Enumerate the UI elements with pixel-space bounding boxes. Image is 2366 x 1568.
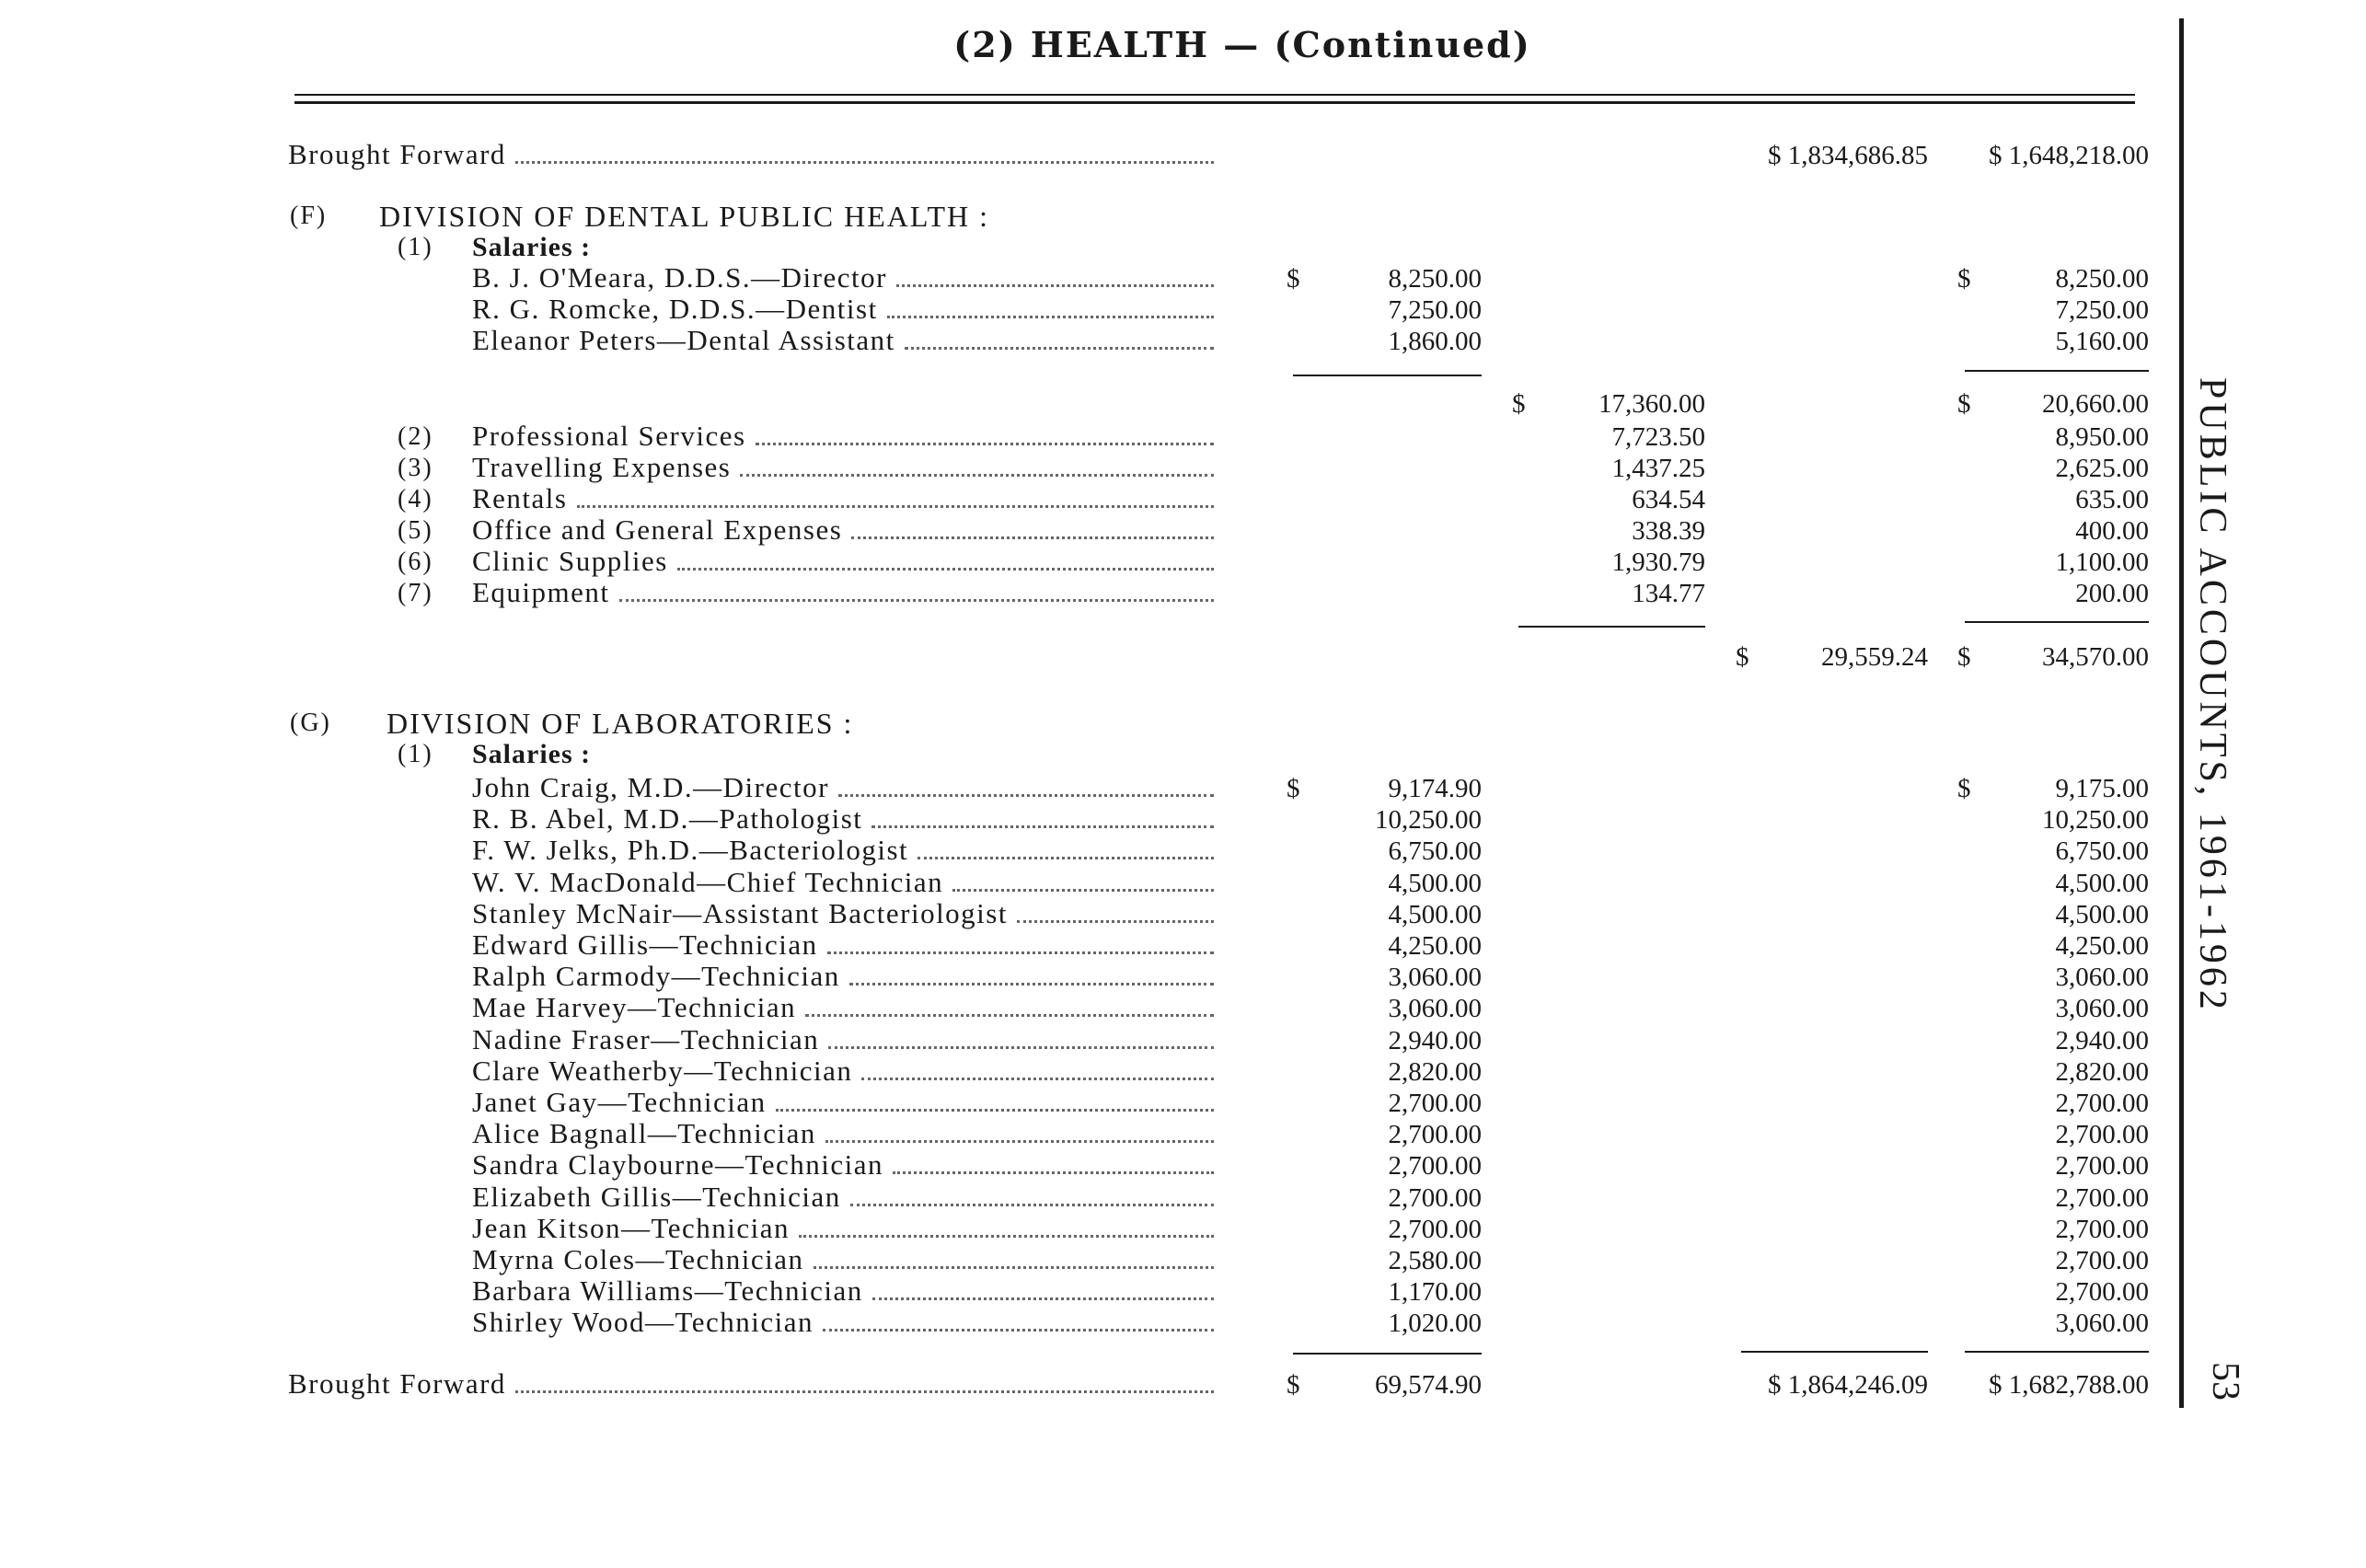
ledger-row-label	[472, 868, 1219, 899]
amount-cell: 1,860.00	[1388, 327, 1482, 356]
ledger-row-label	[472, 453, 1219, 484]
amount-cell: 2,940.00	[2055, 1025, 2149, 1055]
dot-leader	[838, 793, 1214, 797]
ledger-row-label	[472, 804, 1219, 836]
row-label-text: Brought Forward	[288, 1369, 506, 1400]
dot-leader	[577, 504, 1215, 508]
page-number: 53	[2204, 1362, 2246, 1401]
ledger-row-label	[472, 773, 1219, 804]
ledger-row-label	[472, 962, 1219, 993]
amount-cell: 2,820.00	[1388, 1056, 1482, 1087]
dot-leader	[850, 1203, 1214, 1206]
subtotal-estimate: 20,660.00	[2042, 389, 2149, 419]
row-label-text: Clinic Supplies	[472, 547, 668, 577]
row-label-text: Elizabeth Gillis—Technician	[472, 1182, 841, 1213]
row-label-text: Shirley Wood—Technician	[472, 1308, 814, 1339]
row-label-text: Janet Gay—Technician	[472, 1088, 767, 1118]
ledger-row-label	[472, 1025, 1219, 1056]
row-label-text: Mae Harvey—Technician	[472, 993, 797, 1024]
ledger-row-label	[472, 484, 1219, 515]
division-marker: (G)	[290, 709, 331, 737]
item-marker: (7)	[398, 579, 433, 607]
dot-leader	[1017, 919, 1214, 923]
ledger-row-label	[472, 421, 1219, 453]
amount-cell: 4,500.00	[2055, 899, 2149, 929]
row-label-text: Stanley McNair—Assistant Bacteriologist	[472, 898, 1008, 929]
amount-cell: 9,174.90	[1388, 774, 1482, 803]
amount-cell: 3,060.00	[2055, 963, 2149, 993]
ledger-row-label	[472, 326, 1219, 357]
amount-cell: 1,170.00	[1388, 1277, 1482, 1308]
row-label-text: Alice Bagnall—Technician	[472, 1119, 816, 1150]
brought-forward-estimate: $ 1,648,218.00	[1989, 141, 2149, 170]
total-rule	[1293, 1353, 1482, 1355]
amount-cell: 2,700.00	[2055, 1089, 2149, 1118]
amount-cell: 9,175.00	[2055, 774, 2149, 803]
dot-leader	[814, 1265, 1214, 1269]
amount-cell: 4,500.00	[1388, 868, 1482, 898]
amount-cell: 3,060.00	[2055, 1309, 2149, 1339]
amount-cell: 2,700.00	[1388, 1214, 1482, 1244]
dot-leader	[827, 951, 1214, 954]
dot-leader	[851, 536, 1214, 539]
amount-cell: 635.00	[2075, 485, 2149, 514]
amount-cell: 134.77	[1632, 579, 1705, 608]
amount-cell: 1,020.00	[1388, 1309, 1482, 1339]
ledger-row-label	[472, 263, 1219, 294]
amount-cell: 2,940.00	[1388, 1025, 1482, 1055]
dollar-sign: $	[1287, 264, 1300, 294]
dot-leader	[677, 567, 1214, 571]
ledger-row-label	[472, 1245, 1219, 1276]
dollar-sign: $	[1512, 389, 1526, 419]
ledger-row-label	[472, 1214, 1219, 1245]
dot-leader	[799, 1234, 1214, 1238]
dot-leader	[872, 1297, 1214, 1300]
header-rule-bottom	[294, 101, 2135, 104]
division-title: DIVISION OF DENTAL PUBLIC HEALTH :	[379, 200, 990, 233]
total-rule	[1965, 1351, 2149, 1353]
amount-cell: 400.00	[2075, 516, 2149, 546]
row-label-text: Clare Weatherby—Technician	[472, 1055, 853, 1087]
amount-cell: 1,100.00	[2055, 548, 2149, 577]
dot-leader	[740, 473, 1214, 477]
dollar-sign: $	[1957, 389, 1971, 419]
amount-cell: 10,250.00	[1375, 805, 1482, 836]
dot-leader	[756, 442, 1214, 445]
dot-leader	[805, 1013, 1214, 1017]
row-label-text: Rentals	[472, 484, 568, 514]
amount-cell: 7,723.50	[1611, 422, 1705, 452]
amount-cell: 4,500.00	[1388, 899, 1482, 929]
row-label-text: Equipment	[472, 578, 610, 608]
amount-cell: 2,700.00	[2055, 1214, 2149, 1244]
dot-leader	[825, 1139, 1214, 1143]
amount-cell: 2,700.00	[2055, 1120, 2149, 1150]
row-label-text: Travelling Expenses	[472, 453, 732, 483]
row-label-text: Edward Gillis—Technician	[472, 930, 818, 961]
dot-leader	[905, 346, 1214, 350]
amount-cell: 2,700.00	[2055, 1151, 2149, 1182]
ledger-row-label	[472, 294, 1219, 326]
dot-leader	[861, 1077, 1214, 1080]
ledger-row-label	[472, 1308, 1219, 1339]
dot-leader	[871, 824, 1214, 828]
amount-cell: 6,750.00	[2055, 836, 2149, 867]
amount-cell: 7,250.00	[2055, 295, 2149, 325]
total-rule	[1518, 626, 1705, 628]
amount-cell: 2,700.00	[1388, 1089, 1482, 1118]
dot-leader	[515, 160, 1214, 164]
amount-cell: 3,060.00	[1388, 994, 1482, 1024]
amount-cell: 338.39	[1632, 516, 1705, 546]
dollar-sign: $	[1287, 1370, 1300, 1400]
ledger-row-label	[288, 140, 1219, 171]
total-rule	[1741, 1351, 1928, 1353]
subsection-marker: (1)	[398, 740, 433, 768]
item-marker: (6)	[398, 548, 433, 576]
row-label-text: Eleanor Peters—Dental Assistant	[472, 326, 895, 356]
dot-leader	[619, 598, 1214, 602]
amount-cell: 2,700.00	[1388, 1182, 1482, 1213]
amount-cell: 4,250.00	[1388, 931, 1482, 961]
dot-leader	[823, 1328, 1214, 1332]
row-label-text: B. J. O'Meara, D.D.S.—Director	[472, 263, 887, 294]
item-marker: (2)	[398, 422, 433, 451]
amount-cell: 2,580.00	[1388, 1246, 1482, 1275]
amount-cell: 2,700.00	[2055, 1277, 2149, 1308]
row-label-text: Professional Services	[472, 421, 746, 452]
ledger-row-label	[472, 578, 1219, 609]
amount-cell: 10,250.00	[2042, 805, 2149, 836]
item-marker: (3)	[398, 454, 433, 482]
division-title: DIVISION OF LABORATORIES :	[387, 707, 854, 740]
total-rule	[1293, 375, 1482, 376]
item-marker: (5)	[398, 516, 433, 545]
row-label-text: John Craig, M.D.—Director	[472, 773, 829, 803]
row-label-text: Barbara Williams—Technician	[472, 1276, 863, 1308]
page-header: (2) HEALTH — (Continued)	[953, 23, 1531, 65]
total-rule	[1965, 370, 2149, 372]
dollar-sign: $	[1957, 642, 1971, 672]
amount-cell: 4,250.00	[2055, 931, 2149, 961]
amount-cell: 2,700.00	[2055, 1246, 2149, 1275]
dot-leader	[952, 888, 1214, 892]
amount-cell: 3,060.00	[2055, 994, 2149, 1024]
amount-cell: 2,700.00	[1388, 1120, 1482, 1150]
ledger-row-label	[472, 1150, 1219, 1182]
dot-leader	[849, 982, 1214, 986]
dot-leader	[776, 1108, 1214, 1112]
amount-cell: 8,950.00	[2055, 422, 2149, 452]
row-label-text: R. G. Romcke, D.D.S.—Dentist	[472, 294, 878, 325]
amount-cell: 2,700.00	[1388, 1151, 1482, 1182]
amount-cell: 1,930.79	[1611, 548, 1705, 577]
sidebar-title: PUBLIC ACCOUNTS, 1961-1962	[2191, 377, 2233, 1013]
brought-forward-amount: $ 1,864,246.09	[1768, 1370, 1928, 1400]
division-total: 29,559.24	[1821, 642, 1928, 672]
amount-cell: 8,250.00	[2055, 264, 2149, 294]
total-rule	[1965, 621, 2149, 623]
row-label-text: Myrna Coles—Technician	[472, 1245, 804, 1275]
ledger-row-label	[472, 1056, 1219, 1088]
header-rule-top	[294, 94, 2135, 96]
amount-cell: 4,500.00	[2055, 868, 2149, 898]
brought-forward-estimate: $ 1,682,788.00	[1989, 1370, 2149, 1400]
subtotal-amount: 17,360.00	[1598, 389, 1705, 419]
dot-leader	[887, 315, 1214, 318]
amount-cell: 7,250.00	[1388, 295, 1482, 325]
amount-cell: 2,700.00	[2055, 1182, 2149, 1213]
dollar-sign: $	[1736, 642, 1749, 672]
salaries-label: Salaries :	[472, 739, 592, 769]
amount-cell: 2,820.00	[2055, 1056, 2149, 1087]
brought-forward-amount: $ 1,834,686.85	[1768, 141, 1928, 170]
row-label-text: F. W. Jelks, Ph.D.—Bacteriologist	[472, 836, 909, 867]
amount-cell: 8,250.00	[1388, 264, 1482, 294]
ledger-row-label	[472, 547, 1219, 578]
row-label-text: Nadine Fraser—Technician	[472, 1024, 820, 1055]
subsection-marker: (1)	[398, 233, 433, 261]
right-margin-rule	[2179, 18, 2184, 1408]
row-label-text: Office and General Expenses	[472, 515, 843, 546]
row-label-text: Ralph Carmody—Technician	[472, 962, 840, 993]
ledger-row-label	[472, 515, 1219, 547]
ledger-row-label	[472, 899, 1219, 930]
dot-leader	[918, 856, 1214, 859]
dollar-sign: $	[1287, 774, 1300, 803]
amount-cell: 6,750.00	[1388, 836, 1482, 867]
row-label-text: Brought Forward	[288, 140, 506, 170]
ledger-row-label	[472, 1088, 1219, 1119]
amount-cell: 5,160.00	[2055, 327, 2149, 356]
item-marker: (4)	[398, 485, 433, 513]
salaries-label: Salaries :	[472, 232, 592, 262]
ledger-row-label	[472, 836, 1219, 867]
ledger-row-label	[472, 1182, 1219, 1214]
dot-leader	[515, 1389, 1214, 1393]
dot-leader	[896, 283, 1214, 287]
ledger-row-label	[472, 1119, 1219, 1150]
ledger-row-label	[288, 1369, 1219, 1401]
dot-leader	[828, 1045, 1214, 1049]
row-label-text: W. V. MacDonald—Chief Technician	[472, 867, 944, 898]
amount-cell: 634.54	[1632, 485, 1705, 514]
amount-cell: 2,625.00	[2055, 454, 2149, 483]
dollar-sign: $	[1957, 264, 1971, 294]
division-total-estimate: 34,570.00	[2042, 642, 2149, 672]
ledger-row-label	[472, 1276, 1219, 1308]
row-label-text: R. B. Abel, M.D.—Pathologist	[472, 804, 863, 836]
dollar-sign: $	[1957, 774, 1971, 803]
row-label-text: Jean Kitson—Technician	[472, 1213, 791, 1244]
ledger-row-label	[472, 993, 1219, 1024]
row-label-text: Sandra Claybourne—Technician	[472, 1150, 883, 1182]
amount-cell: 1,437.25	[1611, 454, 1705, 483]
division-marker: (F)	[290, 202, 328, 230]
amount-cell: 3,060.00	[1388, 963, 1482, 993]
ledger-row-label	[472, 930, 1219, 962]
dot-leader	[893, 1170, 1214, 1174]
brought-forward-salaries: 69,574.90	[1375, 1370, 1482, 1400]
amount-cell: 200.00	[2075, 579, 2149, 608]
